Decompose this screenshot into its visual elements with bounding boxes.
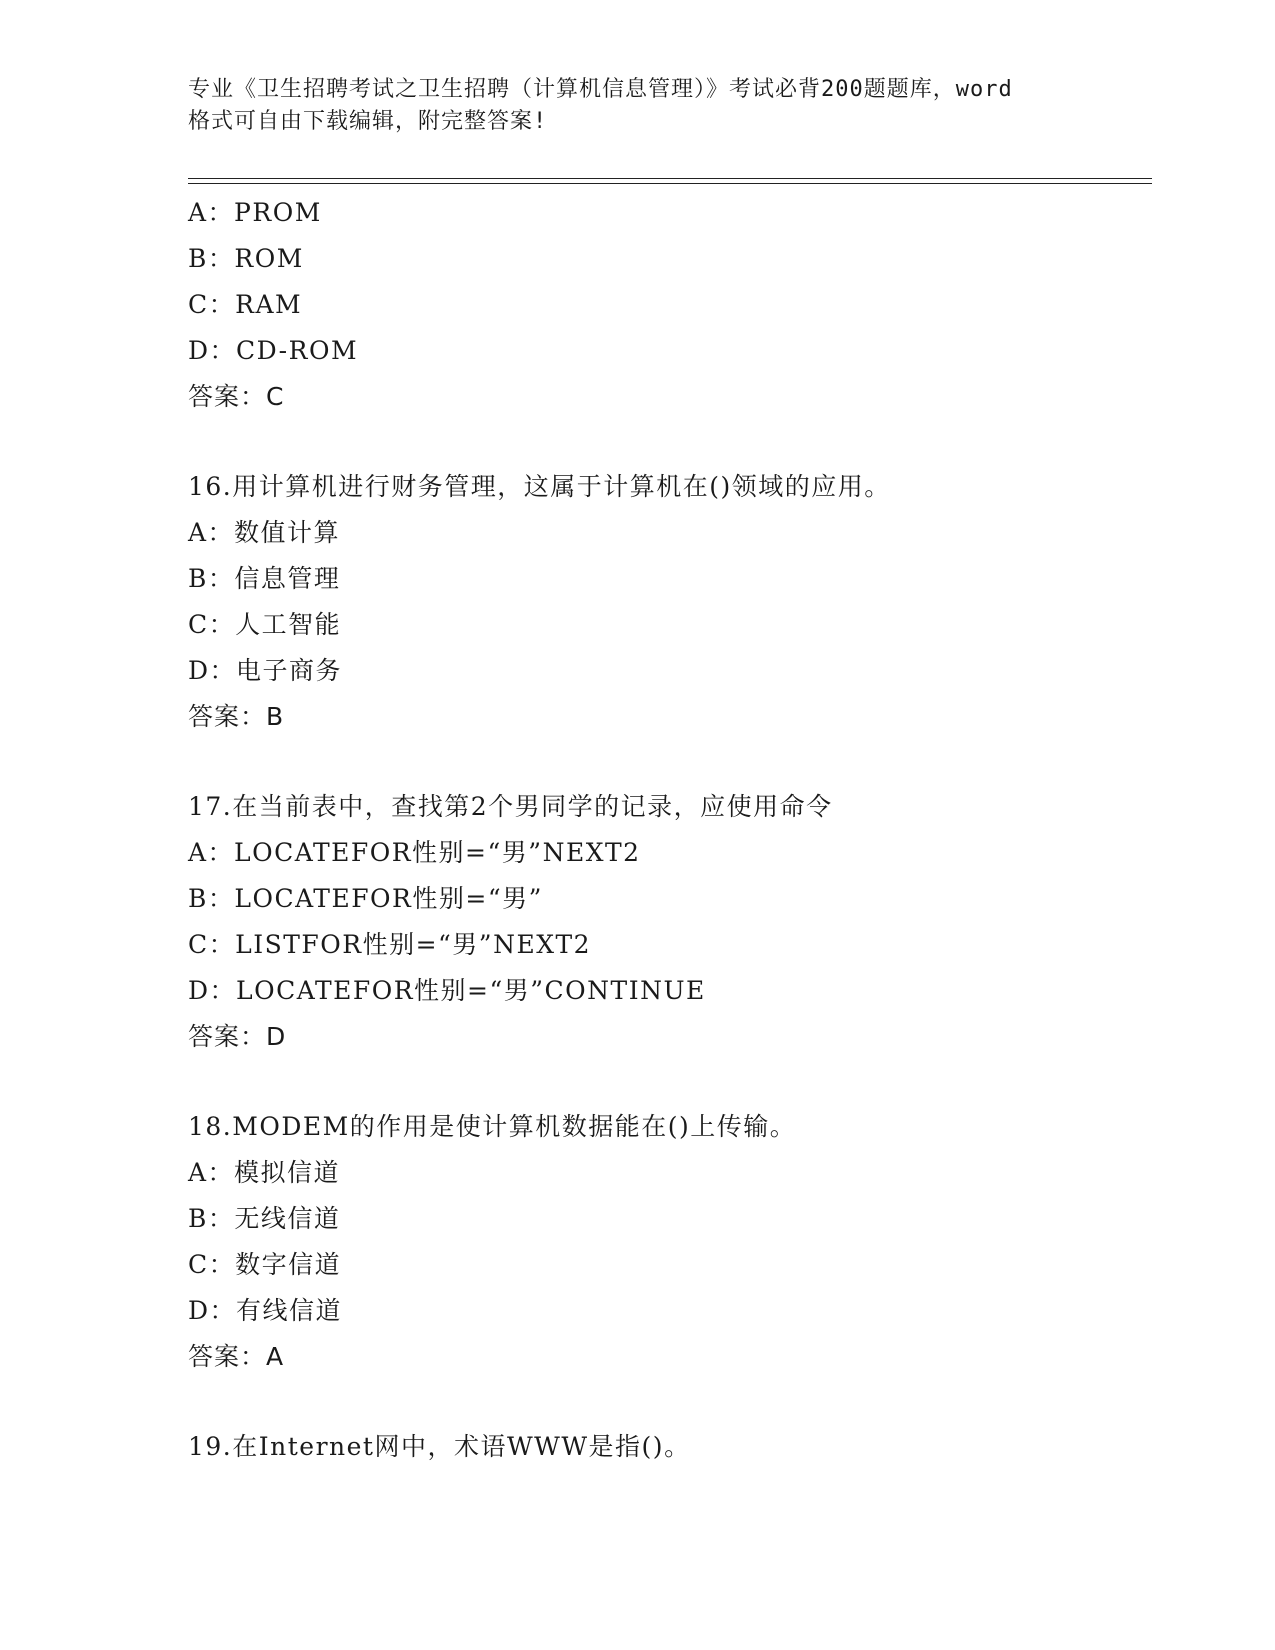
option-c: C：RAM	[188, 290, 303, 319]
option-b: B：无线信道	[188, 1204, 341, 1233]
spacer	[188, 1380, 1152, 1424]
option-c: C：LISTFOR性别=“男”NEXT2	[188, 930, 592, 959]
question-stem: 16.用计算机进行财务管理，这属于计算机在()领域的应用。	[188, 472, 891, 501]
question-17	[188, 784, 1152, 1060]
option-c: C：人工智能	[188, 610, 342, 639]
option-a: A：LOCATEFOR性别=“男”NEXT2	[188, 838, 641, 867]
question-15-continued	[188, 190, 1152, 420]
option-b: B：LOCATEFOR性别=“男”	[188, 884, 543, 913]
option-b: B：ROM	[188, 244, 304, 273]
option-c: C：数字信道	[188, 1250, 342, 1279]
option-d: D：有线信道	[188, 1296, 343, 1325]
question-list	[188, 190, 1152, 1470]
header-line-2: 格式可自由下载编辑，附完整答案!	[188, 109, 548, 134]
header-line-1: 专业《卫生招聘考试之卫生招聘（计算机信息管理）》考试必背200题题库，word	[188, 77, 1013, 102]
question-19	[188, 1424, 1152, 1470]
option-b: B：信息管理	[188, 564, 341, 593]
spacer	[188, 420, 1152, 464]
header-divider-top	[188, 178, 1152, 179]
option-a: A：模拟信道	[188, 1158, 341, 1187]
answer-line: 答案：D	[188, 1022, 287, 1051]
answer-line: 答案：A	[188, 1342, 285, 1371]
header-divider-bottom	[188, 183, 1152, 184]
answer-line: 答案：B	[188, 702, 285, 731]
spacer	[188, 740, 1152, 784]
question-stem: 18.MODEM的作用是使计算机数据能在()上传输。	[188, 1112, 797, 1141]
answer-line: 答案：C	[188, 382, 285, 411]
question-16	[188, 464, 1152, 740]
option-d: D：电子商务	[188, 656, 343, 685]
option-a: A：数值计算	[188, 518, 341, 547]
option-a: A：PROM	[188, 198, 322, 227]
spacer	[188, 1060, 1152, 1104]
question-18	[188, 1104, 1152, 1380]
question-stem: 19.在Internet网中，术语WWW是指()。	[188, 1432, 691, 1461]
option-d: D：LOCATEFOR性别=“男”CONTINUE	[188, 976, 706, 1005]
option-d: D：CD-ROM	[188, 336, 359, 365]
document-header	[188, 74, 1088, 138]
question-stem: 17.在当前表中，查找第2个男同学的记录，应使用命令	[188, 792, 833, 821]
